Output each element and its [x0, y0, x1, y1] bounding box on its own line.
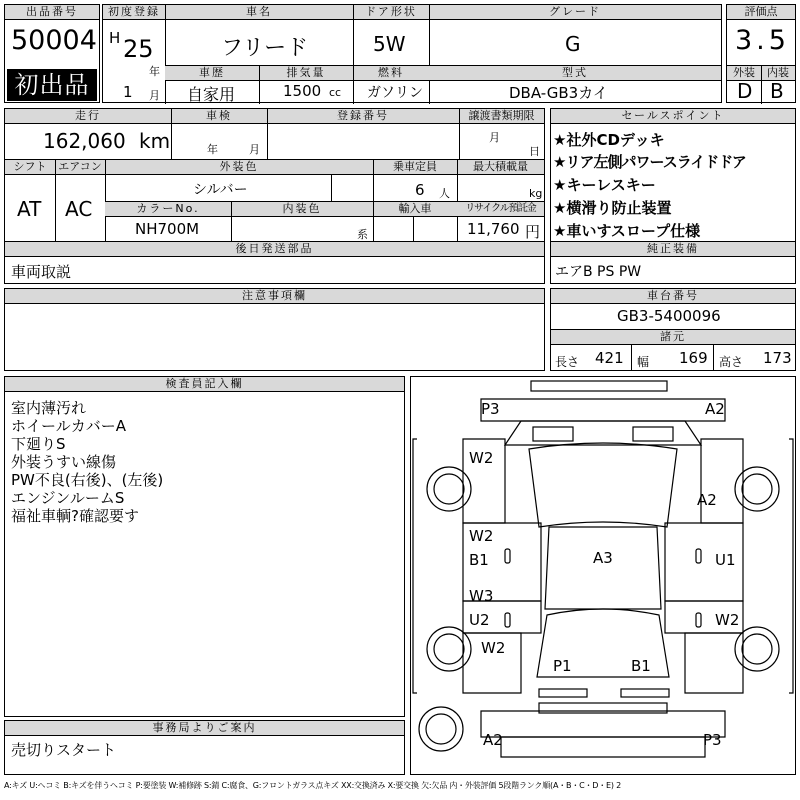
color-value: シルバー — [193, 182, 248, 198]
sales-point-item: ★社外CDデッキ — [553, 131, 665, 149]
displacement-label: 排気量 — [259, 66, 353, 81]
color-code-value: NH700M — [135, 220, 200, 238]
transfer-month-unit: 月 — [489, 131, 500, 144]
damage-mark: P1 — [553, 657, 572, 675]
inspector-line: ホイールカバーA — [11, 417, 126, 435]
score-box — [726, 4, 796, 103]
sales-points-label: セールスポイント — [551, 109, 795, 124]
grade-value: G — [565, 32, 581, 56]
damage-mark: P3 — [481, 400, 500, 418]
damage-mark: W3 — [469, 587, 494, 605]
header-row-box — [102, 4, 722, 103]
inspector-label: 検査員記入欄 — [5, 377, 404, 392]
registration-year: 25 — [123, 35, 154, 63]
exterior-label: 外装 — [727, 66, 761, 81]
interior-color-suffix: 系 — [357, 228, 368, 241]
office-value: 売切りスタート — [11, 741, 117, 759]
mileage-unit: km — [139, 129, 171, 153]
recycle-label: リサイクル預託金 — [457, 202, 544, 217]
notes-label: 注意事項欄 — [5, 289, 544, 304]
width-label: 幅 — [637, 355, 650, 369]
damage-mark: A2 — [705, 400, 725, 418]
max-load-unit: kg — [529, 187, 543, 200]
damage-mark: W2 — [481, 639, 506, 657]
interior-color-label: 内装色 — [231, 202, 373, 217]
damage-mark: U2 — [469, 611, 490, 629]
damage-mark: B1 — [631, 657, 651, 675]
length-label: 長さ — [555, 355, 580, 369]
damage-mark: U1 — [715, 551, 736, 569]
inspector-line: PW不良(右後)、(左後) — [11, 471, 164, 489]
interior-grade: B — [770, 79, 784, 103]
model-code-label: 型式 — [429, 66, 721, 81]
inspector-line: 下廻りS — [11, 435, 66, 453]
displacement-value: 1500 — [283, 82, 322, 100]
transfer-label: 譲渡書類期限 — [459, 109, 544, 124]
max-load-label: 最大積載量 — [457, 160, 544, 175]
history-value: 自家用 — [187, 85, 236, 104]
lot-box — [4, 4, 100, 103]
dimensions-label: 諸元 — [551, 330, 795, 345]
inspector-line: 福祉車輌?確認要す — [11, 507, 139, 525]
registration-year-unit: 年 — [149, 65, 160, 78]
chassis-value: GB3-5400096 — [617, 307, 721, 325]
shift-label: シフト — [5, 160, 55, 175]
car-name-value: フリード — [221, 36, 309, 61]
inspection-label: 車検 — [171, 109, 267, 124]
inspector-line: 外装うすい線傷 — [11, 453, 117, 471]
inspector-box — [4, 376, 405, 717]
aircon-value: AC — [65, 197, 93, 221]
transfer-day-unit: 日 — [529, 145, 540, 158]
history-label: 車歴 — [165, 66, 259, 81]
height-value: 173 — [763, 349, 792, 367]
fuel-label: 燃料 — [353, 66, 429, 81]
score-value: 3.5 — [735, 25, 790, 56]
sales-point-item: ★キーレスキー — [553, 176, 656, 194]
score-label: 評価点 — [727, 5, 795, 20]
capacity-label: 乗車定員 — [373, 160, 457, 175]
color-label: 外装色 — [105, 160, 373, 175]
damage-mark: W2 — [469, 449, 494, 467]
capacity-value: 6 — [415, 181, 425, 199]
damage-mark: P3 — [703, 731, 722, 749]
recycle-value: 11,760 — [467, 220, 520, 238]
office-label: 事務局よりご案内 — [5, 721, 404, 736]
interior-label: 内装 — [761, 66, 795, 81]
vehicle-info-box — [4, 108, 545, 284]
chassis-label: 車台番号 — [551, 289, 795, 304]
damage-mark: W2 — [715, 611, 740, 629]
damage-legend: A:キズ U:ヘコミ B:キズを伴うヘコミ P:要塗装 W:補修跡 S:錆 C:腐食、G:フロントガラス点キズ XX:交換済み X:要交換 欠:欠品 内・外装評価 5段階ランク順(A・B・C・D・E) 2 — [4, 781, 622, 790]
inspector-line: 室内薄汚れ — [11, 399, 87, 417]
inspection-year-unit: 年 — [207, 143, 218, 156]
doors-value: 5W — [373, 32, 406, 56]
lot-number: 50004 — [11, 25, 97, 56]
exterior-grade: D — [737, 79, 753, 103]
later-parts-value: 車両取説 — [11, 263, 72, 281]
model-code-value: DBA-GB3カイ — [509, 84, 608, 102]
inspection-month-unit: 月 — [249, 143, 260, 156]
grade-label: グレード — [429, 5, 721, 20]
color-code-label: カラーNo. — [105, 202, 231, 217]
damage-mark: W2 — [469, 527, 494, 545]
fuel-value: ガソリン — [367, 85, 423, 101]
car-outline-diagram — [411, 377, 795, 774]
registration-era: H — [109, 29, 121, 47]
genuine-equipment-value: エアB PS PW — [555, 264, 642, 280]
registration-month: 1 — [123, 83, 133, 101]
damage-mark: A2 — [483, 731, 503, 749]
plate-label: 登録番号 — [267, 109, 459, 124]
displacement-unit: cc — [329, 86, 342, 99]
first-listing-badge: 初出品 — [7, 69, 97, 101]
damage-mark: B1 — [469, 551, 489, 569]
shift-value: AT — [17, 197, 42, 221]
damage-diagram — [410, 376, 796, 775]
genuine-equipment-label: 純正装備 — [551, 242, 795, 257]
recycle-unit: 円 — [525, 223, 541, 241]
registration-month-unit: 月 — [149, 89, 160, 102]
car-name-label: 車名 — [165, 5, 353, 20]
damage-mark: A2 — [697, 491, 717, 509]
damage-mark: A3 — [593, 549, 613, 567]
height-label: 高さ — [719, 355, 744, 369]
chassis-box — [550, 288, 796, 371]
later-parts-label: 後日発送部品 — [5, 242, 544, 257]
registration-label: 初度登録 — [103, 5, 165, 20]
lot-label: 出品番号 — [5, 5, 99, 20]
mileage-value: 162,060 — [43, 129, 126, 153]
office-box — [4, 720, 405, 775]
import-label: 輸入車 — [373, 202, 457, 217]
sales-point-item: ★横滑り防止装置 — [553, 199, 672, 217]
inspector-line: エンジンルームS — [11, 489, 125, 507]
sales-point-item: ★車いすスロープ仕様 — [553, 222, 701, 240]
aircon-label: エアコン — [55, 160, 105, 175]
notes-box — [4, 288, 545, 371]
mileage-label: 走行 — [5, 109, 171, 124]
width-value: 169 — [679, 349, 708, 367]
sales-point-item: ★リア左側パワースライドドア — [553, 153, 746, 171]
length-value: 421 — [595, 349, 624, 367]
sales-points-box — [550, 108, 796, 284]
doors-label: ドア形状 — [353, 5, 429, 20]
capacity-unit: 人 — [439, 187, 450, 200]
